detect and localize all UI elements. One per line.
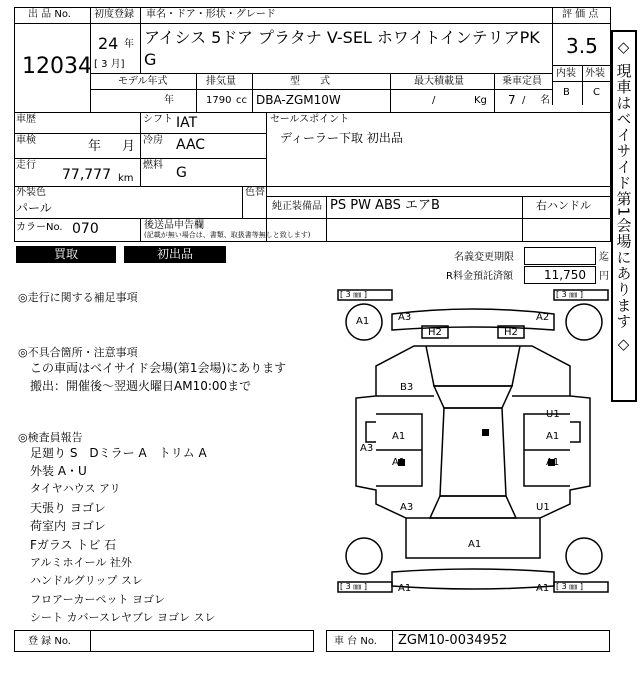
seats-sep: / [522, 95, 526, 106]
name-change-label: 名義変更期限 [454, 252, 514, 263]
score-label: 評 価 点 [562, 9, 599, 20]
shift-label: シフト [143, 114, 173, 125]
mark-door-r1: A1 [546, 431, 560, 442]
displacement-label: 排気量 [206, 76, 236, 87]
history-label: 車歴 [16, 114, 36, 125]
inspector-heading: ◎検査員報告 [18, 431, 83, 444]
exterior-color: パール [16, 201, 52, 215]
shaken-year: 年 [88, 139, 102, 154]
lot-label: 出 品 No. [28, 9, 71, 20]
report-line: 外装 A・U [30, 464, 87, 478]
reg-no-label: 登 録 No. [28, 636, 71, 647]
mark-side-l: A3 [360, 443, 374, 454]
defect-line-2: 搬出：開催後～翌週火曜日AM10:00まで [30, 379, 252, 393]
report-line: 荷室内 ヨゴレ [30, 519, 106, 533]
model: DBA-ZGM10W [256, 93, 341, 107]
report-line: アルミホイール 社外 [30, 556, 132, 569]
capacity-unit: Kg [474, 95, 487, 106]
first-listing-badge: 初出品 [124, 246, 226, 263]
mark-door-l2: A1 [392, 457, 406, 468]
aftermarket-note: (記載が無い場合は、書類、取扱書等無しと致します) [144, 231, 311, 239]
color-mark-label: 色替 [245, 187, 265, 198]
score: 3.5 [566, 34, 598, 58]
seats-unit: 名 [540, 95, 550, 106]
name-change-unit: 迄 [599, 252, 609, 263]
car-name: アイシス 5ドア プラタナ V-SEL ホワイトインテリアPK [144, 28, 540, 47]
tread-front-left: [ 3 ㎜ ] [340, 290, 367, 299]
driving-notes-heading: ◎走行に関する補足事項 [18, 291, 138, 304]
color-no: 070 [72, 221, 99, 237]
recycle-unit: 円 [599, 271, 609, 282]
report-line: 足廻り S Dミラー A トリム A [30, 446, 207, 460]
tread-rear-right: [ 3 ㎜ ] [556, 582, 583, 591]
buy-badge: 買取 [16, 246, 116, 263]
mark-door-l1: A1 [392, 431, 406, 442]
report-line: 天張り ヨゴレ [30, 501, 106, 515]
mileage-unit: km [118, 173, 134, 184]
reg-month: [ 3 月] [94, 59, 125, 70]
color-no-label: カラーNo. [16, 222, 63, 233]
chassis-number: ZGM10-0034952 [398, 633, 508, 648]
mark-door-r-top: U1 [546, 409, 560, 420]
mileage: 77,777 [62, 167, 111, 183]
tread-rear-left: [ 3 ㎜ ] [340, 582, 367, 591]
displacement: 1790 [206, 95, 232, 106]
chassis-label: 車 台 No. [334, 636, 377, 647]
mark-fender-l: B3 [400, 382, 414, 393]
exterior-grade: C [593, 87, 600, 98]
shaken-month: 月 [122, 139, 136, 154]
displacement-unit: cc [236, 95, 247, 106]
venue-sidebar-text: ◇ 現車はベイサイド第1会場にあります ◇ [614, 38, 633, 355]
reg-year-unit: 年 [124, 39, 134, 50]
model-label: 型 式 [290, 76, 330, 87]
car-damage-diagram [336, 286, 610, 632]
fuel: G [176, 165, 187, 181]
aftermarket-label: 後送品申告欄 [144, 220, 204, 231]
interior-grade: B [563, 87, 570, 98]
capacity-label: 最大積載量 [414, 76, 464, 87]
mark-headlight-r: H2 [504, 327, 518, 338]
shift: IAT [176, 115, 198, 131]
mark-bumper-r: A2 [536, 312, 550, 323]
ac-label: 冷房 [143, 135, 163, 146]
sales-text: ディーラー下取 初出品 [280, 131, 403, 145]
mileage-label: 走行 [16, 160, 36, 171]
steering: 右ハンドル [536, 199, 591, 212]
capacity-value: / [432, 95, 436, 106]
mark-rear-bumper-r: A1 [536, 583, 550, 594]
seats: 7 [508, 93, 516, 107]
sales-label: セールスポイント [270, 114, 350, 125]
mark-door-r-bot: U1 [536, 502, 550, 513]
report-line: シート カバースレヤブレ ヨゴレ スレ [30, 611, 216, 624]
car-name-2: G [144, 50, 157, 69]
recycle-label: R料金預託済額 [446, 271, 513, 282]
defect-line-1: この車両はベイサイド会場(第1会場)にあります [30, 361, 287, 375]
equipment-label: 純正装備品 [272, 201, 322, 212]
report-line: Fガラス トビ 石 [30, 538, 117, 552]
ac: AAC [176, 137, 206, 153]
mark-door-r2: A1 [546, 457, 560, 468]
mark-wheel-fl: A1 [356, 316, 370, 327]
defect-heading: ◎不具合箇所・注意事項 [18, 346, 138, 359]
exterior-color-label: 外装色 [16, 187, 46, 198]
report-line: ハンドルグリップ スレ [30, 574, 143, 587]
report-line: タイヤハウス アリ [30, 482, 121, 495]
car-name-label: 車名・ドア・形状・グレード [146, 9, 276, 20]
fuel-label: 燃料 [143, 160, 163, 171]
mark-rear-bumper-l: A1 [398, 583, 412, 594]
model-year-label: モデル年式 [118, 76, 168, 87]
first-reg-label: 初度登録 [94, 9, 134, 20]
mark-rear-l: A3 [400, 502, 414, 513]
tread-front-right: [ 3 ㎜ ] [556, 290, 583, 299]
recycle-value: 11,750 [544, 268, 586, 282]
reg-year: 24 [98, 34, 119, 53]
shaken-label: 車検 [16, 135, 36, 146]
name-change-box [524, 247, 596, 265]
exterior-label: 外装 [585, 68, 605, 79]
mark-headlight-l: H2 [428, 327, 442, 338]
equipment: PS PW ABS エアB [330, 198, 440, 213]
seats-label: 乗車定員 [502, 76, 542, 87]
model-year-unit: 年 [164, 95, 174, 106]
interior-label: 内装 [556, 68, 576, 79]
report-line: フロアーカーペット ヨゴレ [30, 593, 165, 606]
mark-hatch: A1 [468, 539, 482, 550]
mark-bumper-l: A3 [398, 312, 412, 323]
lot-number: 12034 [22, 54, 92, 79]
venue-sidebar [611, 30, 637, 402]
